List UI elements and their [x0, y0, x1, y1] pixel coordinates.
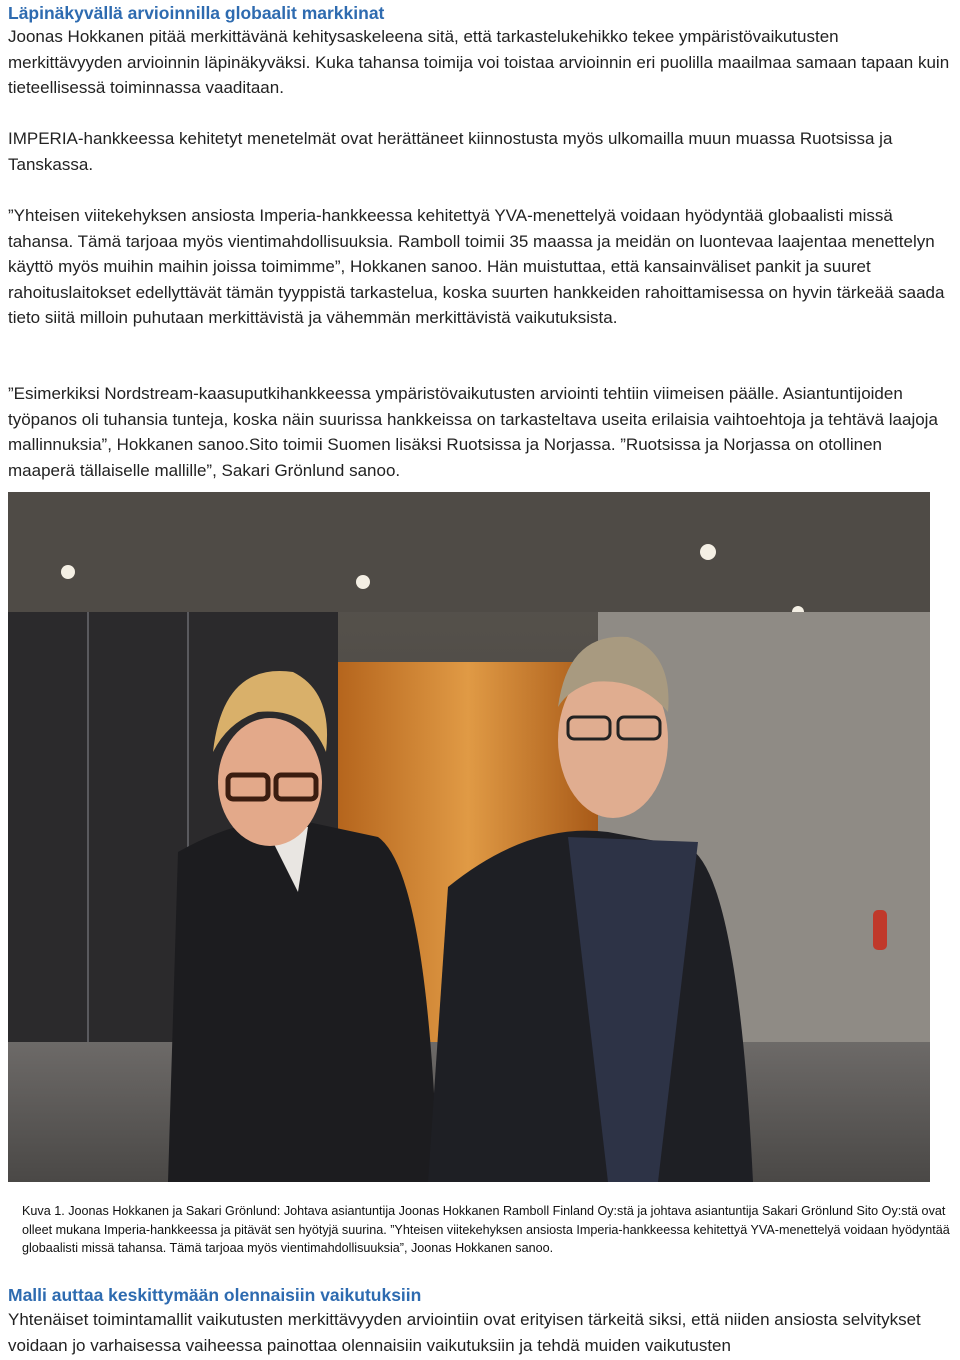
intro-paragraph: Joonas Hokkanen pitää merkittävänä kehitysaskeleena sitä, että tarkastelukehikko tekee ympäristövaikutusten merkittävyyden arvioinnin läpinäkyväksi. Kuka tahansa toimija voi toistaa arvioinnin eri puolilla maailmaa samaan tapaan kuin tieteellisessä toiminnassa vaaditaan. — [8, 27, 950, 97]
photo-two-men — [8, 492, 930, 1182]
paragraph-model-intro: Yhtenäiset toimintamallit vaikutusten merkittävyyden arviointiin ovat erityisen tärkeitä siksi, että niiden ansiosta selvitykset voidaan jo varhaisessa vaiheessa painottaa olennaisiin vaikutuksiin ja tehdä muiden vaikutusten — [8, 1310, 921, 1355]
paragraph-imperia-interest: IMPERIA-hankkeessa kehitetyt menetelmät ovat herättäneet kiinnostusta myös ulkomailla muun muassa Ruotsissa ja Tanskassa. — [8, 129, 893, 174]
paragraph-quote-framework: ”Yhteisen viitekehyksen ansiosta Imperia-hankkeessa kehitettyä YVA-menettelyä voidaan hyödyntää globaalisti missä tahansa. Tämä tarjoaa myös vientimahdollisuuksia. Ramboll toimii 35 maassa ja meidän on luontevaa laajentaa menettelyn käyttö myös muihin maihin joissa toimimme”, Hokkanen sanoo. Hän muistuttaa, että kansainväliset pankit ja suuret rahoituslaitokset edellyttävät tämän tyyppistä tarkastelua, koska suurten hankkeiden rahoittamisessa on hyvin tärkeää saada tieto siitä milloin puhutaan merkittävistä ja vähemmän merkittävistä vaikutuksista. — [8, 206, 945, 327]
photo-illustration — [8, 492, 930, 1182]
paragraph-quote-nordstream: ”Esimerkiksi Nordstream-kaasuputkihankkeessa ympäristövaikutusten arviointi tehtiin viimeisen päälle. Asiantuntijoiden työpanos oli tuhansia tunteja, koska näin suurissa hankkeissa on tarkasteltava useita erilaisia vaihtoehtoja ja tehtävä laajoja mallinnuksia”, Hokkanen sanoo.Sito toimii Suomen lisäksi Ruotsissa ja Norjassa. ”Ruotsissa ja Norjassa on otollinen maaperä tällaiselle mallille”, Sakari Grönlund sanoo. — [8, 384, 938, 480]
figure-caption: Kuva 1. Joonas Hokkanen ja Sakari Grönlund: Johtava asiantuntija Joonas Hokkanen Ramboll Finland Oy:stä ja johtava asiantuntija Sakari Grönlund Sito Oy:stä ovat olleet mukana Imperia-hankkeessa ja pitävät sen hyötyjä suurina. ”Yhteisen viitekehyksen ansiosta Imperia-hankkeessa kehitettyä YVA-menettelyä voidaan hyödyntää globaalisti missä tahansa. Tämä tarjoaa myös vientimahdollisuuksia”, Joonas Hokkanen sanoo. — [22, 1204, 950, 1255]
section-heading-global-markets: Läpinäkyvällä arvioinnilla globaalit markkinat — [8, 3, 385, 23]
section-heading-model: Malli auttaa keskittymään olennaisiin vaikutuksiin — [8, 1285, 422, 1305]
